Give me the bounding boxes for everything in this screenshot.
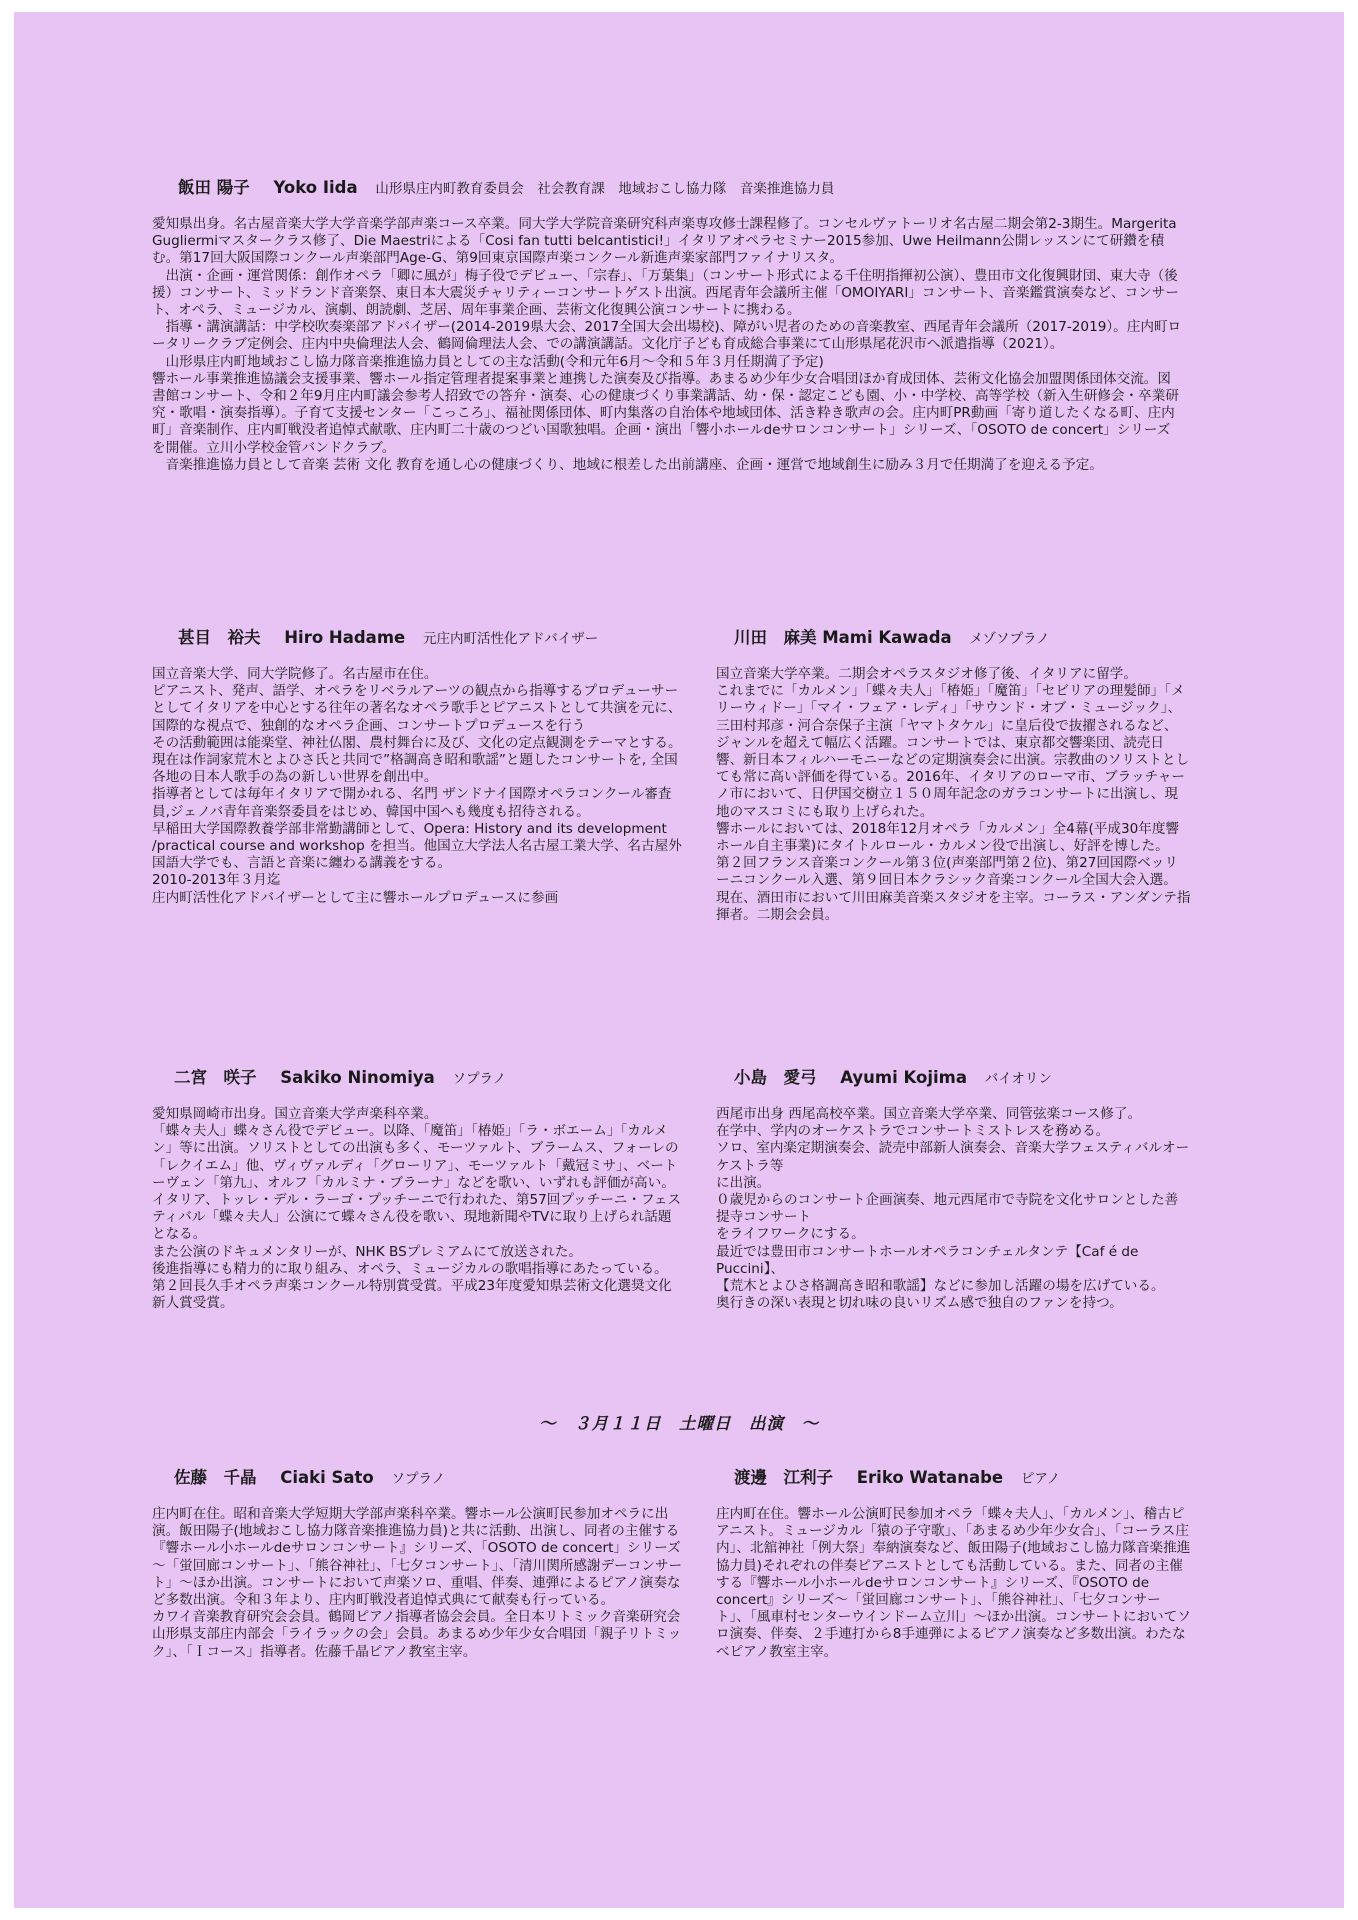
name-ja: 飯田 陽子 bbox=[178, 178, 250, 197]
bio-paragraph: 愛知県岡崎市出身。国立音楽大学声楽科卒業。 bbox=[152, 1106, 438, 1122]
profile-bio bbox=[716, 1506, 1191, 1661]
name-ja: 二宮 咲子 bbox=[174, 1068, 257, 1087]
bio-paragraph: 2010-2013年３月迄 bbox=[152, 872, 281, 889]
bio-paragraph: 音楽推進協力員として音楽 芸術 文化 教育を通し心の健康づくり、地域に根差した出前講座、企画・運営で地域創生に励み３月で任期満了を迎える予定。 bbox=[165, 456, 1103, 473]
role: 元庄内町活性化アドバイザー bbox=[422, 631, 599, 647]
date-divider: ～ ３月１１日 土曜日 出演 ～ bbox=[539, 1414, 819, 1433]
profile-bio bbox=[152, 1506, 685, 1661]
bio-paragraph: 第２回フランス音楽コンクール第３位(声楽部門第２位)、第27回国際ベッリーニコンクール入選、第９回日本クラシック音楽コンクール全国大会入選。 bbox=[716, 855, 1178, 889]
bio-paragraph: 西尾市出身 西尾高校卒業。国立音楽大学卒業、同管弦楽コース修了。 bbox=[716, 1106, 1142, 1122]
profile-hadame bbox=[152, 627, 685, 907]
profile-watanabe bbox=[716, 1467, 1191, 1661]
bio-paragraph: ０歳児からのコンサート企画演奏、地元西尾市で寺院を文化サロンとした善提寺コンサート bbox=[716, 1192, 1179, 1226]
role: バイオリン bbox=[984, 1071, 1052, 1087]
bio-paragraph: 庄内町在住。響ホール公演町民参加オペラ「蝶々夫人」、「カルメン」、稽古ピアニスト。ミュージカル「猿の子守歌」、「あまるめ少年少女合」、「コーラス庄内」、北舘神社「例大祭」奉納演奏など、飯田陽子(地域おこし協力隊音楽推進協力員)それぞれの伴奏ピアニストとしても活動している。また、同者の主催する『響ホール小ホールdeサロンコンサート』シリーズ、『OSOTO de concert』シリーズ～「蛍回廊コンサート」、「熊谷神社」、「七夕コンサート」、「風車村センターウインドーム立川」～ほか出演。コンサートにおいてソロ演奏、伴奏、２手連打から8手連弾によるピアノ演奏など多数出演。わたなべピアノ教室主宰。 bbox=[716, 1506, 1191, 1660]
bio-paragraph: これまでに「カルメン」「蝶々夫人」「椿姫」「魔笛」「セビリアの理髪師」「メリーウィドー」「マイ・フェア・レディ」「サウンド・オブ・ミュージック」、三田村邦彦・河合奈保子主演「ヤマトタケル」に皇后役で抜擢されるなど、ジャンルを超えて幅広く活躍。コンサートでは、東京都交響楽団、読売日響、新日本フィルハーモニーなどの定期演奏会に出演。宗教曲のソリストとしても常に高い評価を得ている。2016年、イタリアのローマ市、ブラッチャーノ市において、日伊国交樹立１５０周年記念のガラコンサートに出演し、現地のマスコミにも取り上げられた。 bbox=[716, 683, 1190, 820]
bio-paragraph: 国立音楽大学卒業。二期会オペラスタジオ修了後、イタリアに留学。 bbox=[716, 666, 1137, 682]
profile-sato bbox=[152, 1467, 685, 1661]
bio-paragraph: 山形県庄内町地域おこし協力隊音楽推進協力員としての主な活動(令和元年6月～令和５年３月任期満了予定) bbox=[165, 353, 824, 370]
bio-paragraph: その活動範囲は能楽堂、神社仏閣、農村舞台に及び、文化の定点観測をテーマとする。 bbox=[152, 734, 682, 751]
name-en: Sakiko Ninomiya bbox=[280, 1068, 435, 1087]
profile-header bbox=[174, 1067, 685, 1090]
name-en: Ayumi Kojima bbox=[840, 1068, 967, 1087]
bio-paragraph: 出演・企画・運営関係：創作オペラ「卿に風が」梅子役でデビュー、「宗春」、「万葉集」（コンサート形式による千住明指揮初公演）、豊田市文化復興財団、東大寺（後援）コンサート、ミッドランド音楽祭、東日本大震災チャリティーコンサートゲスト出演。西尾青年会議所主催「OMOIYARI」コンサート、音楽鑑賞演奏など、コンサート、オペラ、ミュージカル、演劇、朗読劇、芝居、周年事業企画、芸術文化復興公演コンサートに携わる。 bbox=[152, 267, 1179, 319]
role: ピアノ bbox=[1020, 1471, 1061, 1487]
bio-paragraph: カワイ音楽教育研究会会員。鶴岡ピアノ指導者協会会員。全日本リトミック音楽研究会山形県支部庄内部会「ライラックの会」会員。あまるめ少年少女合唱団「親子リトミック」、「Ｉコース」指導者。佐藤千晶ピアノ教室主宰。 bbox=[152, 1609, 682, 1660]
bio-paragraph: に出演。 bbox=[716, 1174, 771, 1191]
bio-paragraph: イタリア、トッレ・デル・ラーゴ・プッチーニで行われた、第57回プッチーニ・フェスティバル「蝶々夫人」公演にて蝶々さん役を歌い、現地新聞やTVに取り上げられ話題となる。 bbox=[152, 1192, 682, 1243]
bio-paragraph: 現在は作詞家荒木とよひさ氏と共同で”格調高き昭和歌謡”と題したコンサートを, 全国各地の日本人歌手の為の新しい世界を創出中。 bbox=[152, 752, 678, 786]
bio-paragraph: 響ホールにおいては、2018年12月オペラ「カルメン」全4幕(平成30年度響ホール自主事業)にタイトルロール・カルメン役で出演し、好評を博した。 bbox=[716, 820, 1180, 855]
profile-bio bbox=[152, 666, 685, 907]
bio-paragraph: 最近では豊田市コンサートホールオペラコンチェルタンテ【Caf é de Puccini】、 bbox=[716, 1243, 1139, 1277]
bio-paragraph: 愛知県出身。名古屋音楽大学大学音楽学部声楽コース卒業。同大学大学院音楽研究科声楽専攻修士課程修了。コンセルヴァトーリオ名古屋二期会第2-3期生。Margerita Gugliermiマスタークラス修了、Die Maestriによる「Cosi fan tutti belcantistici!」イタリアオペラセミナー2015参加、Uwe Heilmann公開レッスンにて研鑽を積む。第17回大阪国際コンクール声楽部門Age-G、第9回東京国際声楽コンクール新進声楽家部門ファイナリスタ。 bbox=[152, 216, 1177, 267]
name-en: Hiro Hadame bbox=[284, 628, 406, 647]
profile-iida bbox=[152, 177, 1182, 474]
name-en: Ciaki Sato bbox=[280, 1468, 374, 1487]
profile-header bbox=[174, 1467, 685, 1490]
profile-header bbox=[178, 627, 685, 650]
bio-paragraph: 【荒木とよひさ格調高き昭和歌謡】などに参加し活躍の場を広げている。 bbox=[716, 1278, 1165, 1295]
profile-bio bbox=[716, 666, 1191, 924]
profile-header bbox=[734, 1467, 1191, 1490]
profile-bio bbox=[152, 216, 1182, 474]
name-ja: 川田 麻美 bbox=[734, 628, 817, 647]
profile-bio bbox=[716, 1106, 1191, 1312]
bio-paragraph: 在学中、学内のオーケストラでコンサートミストレスを務める。 bbox=[716, 1123, 1110, 1140]
role: メゾソプラノ bbox=[969, 631, 1050, 647]
profile-header bbox=[734, 627, 1191, 650]
profile-header bbox=[734, 1067, 1191, 1090]
name-en: Mami Kawada bbox=[822, 628, 952, 647]
name-ja: 佐藤 千晶 bbox=[174, 1468, 257, 1487]
name-ja: 小島 愛弓 bbox=[734, 1068, 817, 1087]
name-en: Yoko Iida bbox=[273, 178, 358, 197]
bio-paragraph: 庄内町活性化アドバイザーとして主に響ホールプロデュースに参画 bbox=[152, 889, 559, 906]
bio-paragraph: ソロ、室内楽定期演奏会、読売中部新人演奏会、音楽大学フェスティバルオーケストラ等 bbox=[716, 1140, 1190, 1174]
bio-paragraph: 後進指導にも精力的に取り組み、オペラ、ミュージカルの歌唱指導にあたっている。 bbox=[152, 1260, 668, 1277]
bio-paragraph: 指導・講演講話：中学校吹奏楽部アドバイザー(2014-2019県大会、2017全国大会出場校)、障がい児者のための音楽教室、西尾青年会議所（2017-2019）。庄内町ロータリークラブ定例会、庄内中央倫理法人会、鶴岡倫理法人会、での講演講話。文化庁子ども育成総合事業にて山形県尾花沢市へ派遣指導（2021）。 bbox=[152, 319, 1182, 353]
bio-paragraph: 庄内町在住。昭和音楽大学短期大学部声楽科卒業。響ホール公演町民参加オペラに出演。飯田陽子(地域おこし協力隊音楽推進協力員)と共に活動、出演し、同者の主催する『響ホール小ホールdeサロンコンサート』シリーズ、「OSOTO de concert」シリーズ～「蛍回廊コンサート」、「熊谷神社」、「七夕コンサート」、「清川関所感謝デーコンサート」～ほか出演。コンサートにおいて声楽ソロ、重唱、伴奏、連弾によるピアノ演奏など多数出演。令和３年より、庄内町戦没者追悼式典にて献奏も行っている。 bbox=[152, 1506, 683, 1609]
name-ja: 渡邊 江利子 bbox=[734, 1468, 833, 1487]
profile-ninomiya bbox=[152, 1067, 685, 1312]
bio-paragraph: 早稲田大学国際教養学部非常勤講師として、Opera: History and its development /practical course and workshop を担当。他国立大学法人名古屋工業大学、名古屋外国語大学でも、言語と音楽に纏わる講義をする。 bbox=[152, 820, 682, 872]
bio-paragraph: また公演のドキュメンタリーが、NHK BSプレミアムにて放送された。 bbox=[152, 1243, 582, 1260]
bio-paragraph: 奥行きの深い表現と切れ味の良いリズム感で独自のファンを持つ。 bbox=[716, 1295, 1123, 1312]
bio-paragraph: 国立音楽大学、同大学院修了。名古屋市在住。 bbox=[152, 666, 438, 682]
bio-paragraph: をライフワークにする。 bbox=[716, 1226, 865, 1243]
role: ソプラノ bbox=[452, 1071, 507, 1087]
profile-header bbox=[178, 177, 1182, 200]
profile-kojima bbox=[716, 1067, 1191, 1312]
bio-paragraph: 現在、酒田市において川田麻美音楽スタジオを主宰。コーラス・アンダンテ指揮者。二期会会員。 bbox=[716, 889, 1191, 923]
bio-paragraph: ピアニスト、発声、語学、オペラをリベラルアーツの観点から指導するプロデューサーとしてイタリアを中心とする往年の著名なオペラ歌手とピアニストとして共演を元に、国際的な視点で、独創的なオペラ企画、コンサートプロデュースを行う bbox=[152, 683, 682, 734]
name-ja: 甚目 裕夫 bbox=[178, 628, 261, 647]
bio-paragraph: 指導者としては毎年イタリアで開かれる、名門 ザンドナイ国際オペラコンクール審査員,ジェノバ青年音楽祭委員をはじめ、韓国中国へも幾度も招待される。 bbox=[152, 786, 672, 820]
bio-paragraph: 「蝶々夫人」蝶々さん役でデビュー。以降、「魔笛」「椿姫」「ラ・ボエーム」「カルメン」等に出演。ソリストとしての出演も多く、モーツァルト、ブラームス、フォーレの「レクイエム」他、ヴィヴァルディ「グローリア」、モーツァルト「戴冠ミサ」、ベートーヴェン「第九」、オルフ「カルミナ・ブラーナ」などを歌い、いずれも評価が高い。 bbox=[152, 1123, 679, 1191]
role: 山形県庄内町教育委員会 社会教育課 地域おこし協力隊 音楽推進協力員 bbox=[375, 181, 835, 197]
name-en: Eriko Watanabe bbox=[856, 1468, 1004, 1487]
profile-kawada bbox=[716, 627, 1191, 924]
bio-paragraph: 響ホール事業推進協議会支援事業、響ホール指定管理者提案事業と連携した演奏及び指導。あまるめ少年少女合唱団ほか育成団体、芸術文化協会加盟関係団体交流。図書館コンサート、令和２年9月庄内町議会参考人招致での答弁・演奏、心の健康づくり事業講話、幼・保・認定こども園、小・中学校、高等学校（新入生研修会・卒業研究・歌唱・演奏指導）。子育て支援センター「こっころ」、福祉関係団体、町内集落の自治体や地域団体、活き粋き歌声の会。庄内町PR動画「寄り道したくなる町、庄内町」音楽制作、庄内町戦没者追悼式献歌、庄内町二十歳のつどい国歌独唱。企画・演出「響小ホールdeサロンコンサート」シリーズ、「OSOTO de concert」シリーズを開催。立川小学校金管バンドクラブ。 bbox=[152, 370, 1179, 456]
bio-paragraph: 第２回長久手オペラ声楽コンクール特別賞受賞。平成23年度愛知県芸術文化選奨文化新人賞受賞。 bbox=[152, 1278, 672, 1312]
role: ソプラノ bbox=[391, 1471, 446, 1487]
profile-bio bbox=[152, 1106, 685, 1312]
